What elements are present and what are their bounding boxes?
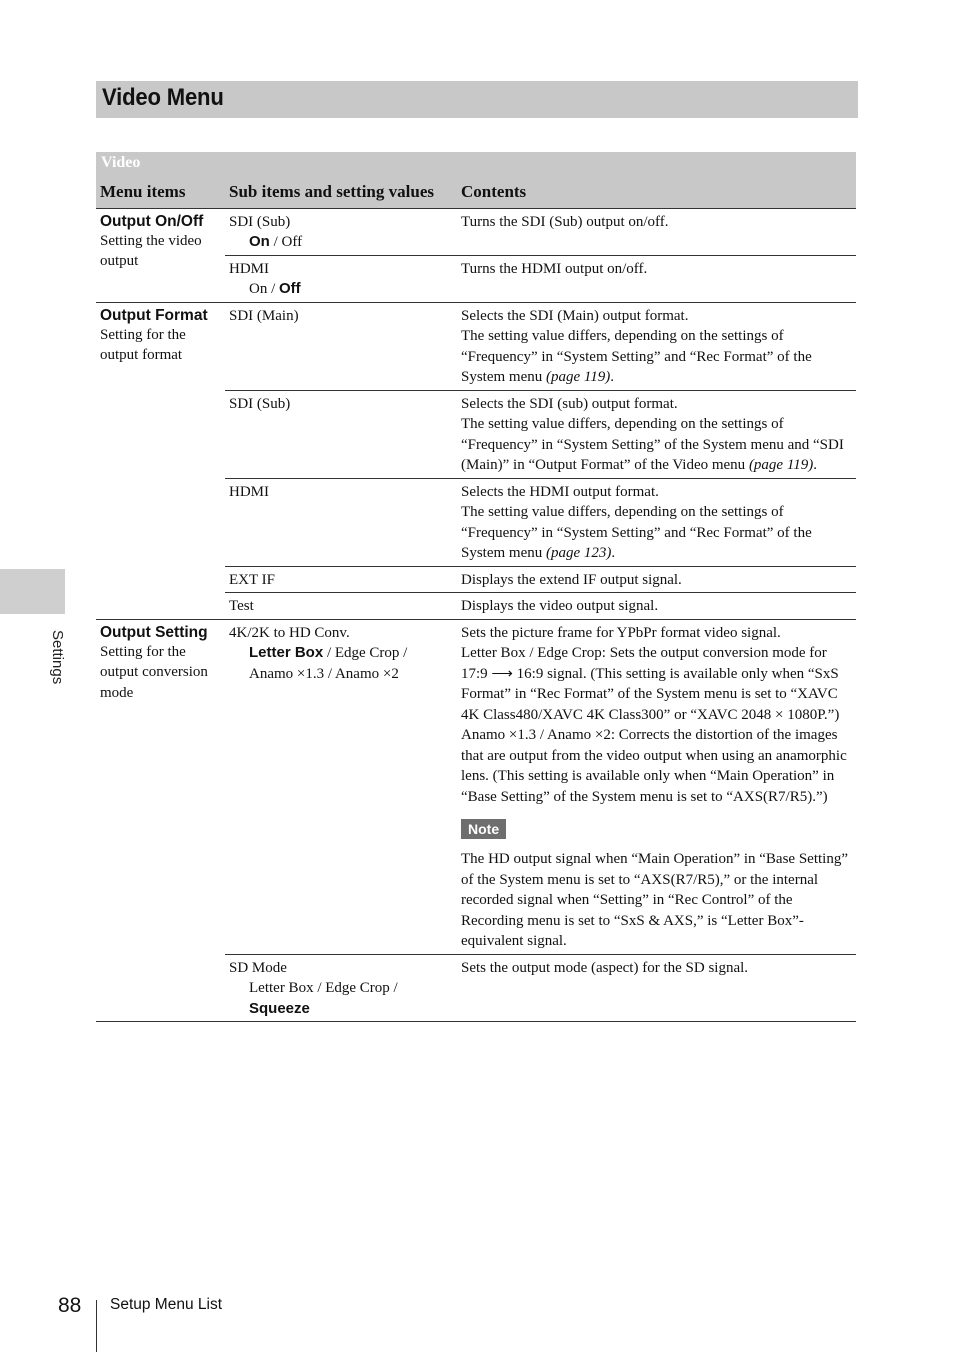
menu-item-output-setting	[96, 619, 225, 1022]
sub-item-label: SD Mode	[229, 959, 287, 976]
sub-item-label: 4K/2K to HD Conv.	[229, 624, 350, 641]
sub-item-label: Test	[225, 593, 457, 620]
table-row	[96, 619, 856, 954]
sub-item-label: HDMI	[229, 260, 269, 277]
contents: Selects the HDMI output format. The setting value differs, depending on the settings of “Frequency” in “System Setting” and “Rec Format” of the System menu (page 123).	[457, 478, 856, 566]
sub-item-values: Letter Box / Edge Crop / Anamo ×1.3 / Anamo ×2	[249, 644, 408, 682]
contents: Turns the HDMI output on/off.	[457, 255, 856, 302]
sub-item-values: On / Off	[249, 233, 303, 250]
menu-item-name: Output Setting	[100, 623, 208, 641]
table-row	[96, 302, 856, 390]
sub-item-values: On / Off	[249, 280, 301, 297]
sub-item-label: EXT IF	[225, 566, 457, 593]
menu-item-desc: Setting for the output format	[100, 326, 186, 363]
contents: Selects the SDI (Main) output format. The setting value differs, depending on the settings of “Frequency” in “System Setting” and “Rec Format” of the System menu (page 119).	[457, 302, 856, 390]
header-sub-items: Sub items and setting values	[225, 177, 457, 208]
menu-item-output-onoff	[96, 208, 225, 302]
header-menu-items: Menu items	[96, 177, 225, 208]
side-tab	[0, 569, 65, 614]
menu-item-name: Output Format	[100, 306, 208, 324]
menu-item-desc: Setting for the output conversion mode	[100, 643, 208, 701]
sub-item-values: Letter Box / Edge Crop / Squeeze	[249, 980, 398, 1017]
sub-item	[225, 954, 457, 1022]
note-badge: Note	[461, 819, 506, 839]
sub-item-label: HDMI	[225, 478, 457, 566]
sub-item	[225, 208, 457, 255]
sub-item-label: SDI (Sub)	[225, 390, 457, 478]
contents: Displays the video output signal.	[457, 593, 856, 620]
contents: Selects the SDI (sub) output format. The setting value differs, depending on the settings of “Frequency” in “System Setting” of the System menu and “SDI (Main)” in “Output Format” of the Video menu (page 119).	[457, 390, 856, 478]
page-number: 88	[58, 1294, 82, 1317]
contents: Sets the output mode (aspect) for the SD signal.	[457, 954, 856, 1022]
table-header	[96, 177, 856, 208]
contents: Turns the SDI (Sub) output on/off.	[457, 208, 856, 255]
video-menu-table	[96, 152, 856, 1022]
sub-item-label: SDI (Sub)	[229, 213, 291, 230]
sub-item	[225, 619, 457, 954]
menu-item-desc: Setting the video output	[100, 232, 202, 269]
page-title: Video Menu	[102, 84, 224, 111]
table-row	[96, 208, 856, 255]
footer-divider	[96, 1300, 97, 1352]
side-tab-label: Settings	[49, 630, 66, 685]
menu-item-name: Output On/Off	[100, 212, 204, 230]
footer-section-name: Setup Menu List	[110, 1296, 223, 1313]
sub-item	[225, 255, 457, 302]
note-text: The HD output signal when “Main Operation” in “Base Setting” of the System menu is set to “AXS(R7/R5),” or the internal recorded signal when “Setting” in “Rec Control” of the Recording menu is set to “SxS & AXS,” is “Letter Box”-equivalent signal.	[461, 851, 848, 949]
sub-item-label: SDI (Main)	[225, 302, 457, 390]
menu-item-output-format	[96, 302, 225, 619]
contents: Displays the extend IF output signal.	[457, 566, 856, 593]
contents: Sets the picture frame for YPbPr format video signal. Letter Box / Edge Crop: Sets the output conversion mode for 17:9 ⟶ 16:9 signal. (This setting is available only when “SxS Format” in “Rec Format” of the System menu is set to “XAVC 4K Class480/XAVC 4K Class300” or “XAVC 2048 × 1080P.”) Anamo ×1.3 / Anamo ×2: Corrects the distortion of the images that are output from the video output when using an anamorphic lens. (This setting is available only when “Main Operation” in “Base Setting” of the System menu is set to “AXS(R7/R5).”) Note The HD output signal when “Main Operation” in “Base Setting” of the System menu is set to “AXS(R7/R5),” or the internal recorded signal when “Setting” in “Rec Control” of the Recording menu is set to “SxS & AXS,” is “Letter Box”-equivalent signal.	[457, 619, 856, 954]
header-contents: Contents	[457, 177, 856, 208]
section-title-bar	[96, 81, 858, 118]
group-label: Video	[96, 152, 225, 177]
